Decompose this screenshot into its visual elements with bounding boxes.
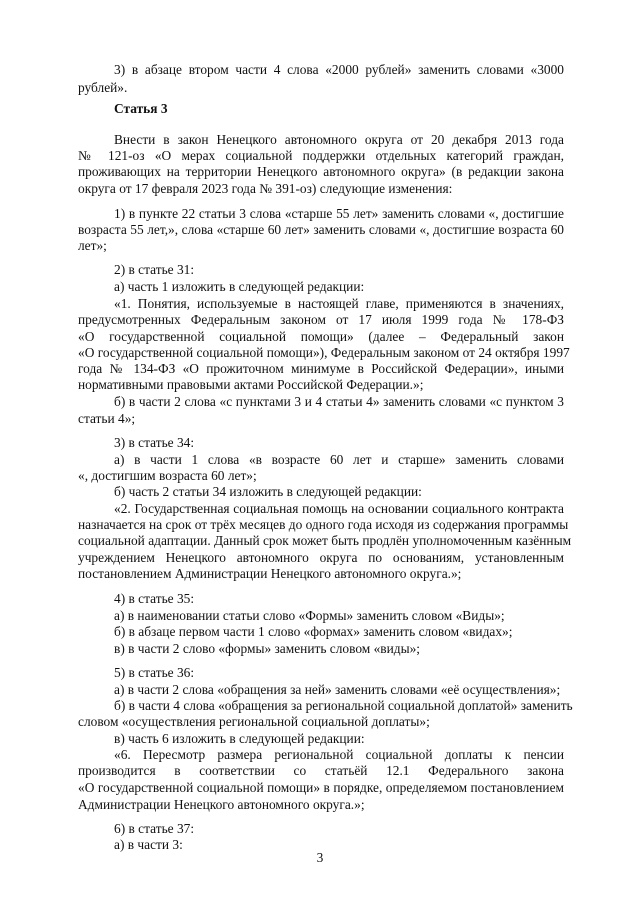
text-line: производится в соответствии со статьёй 12.1 Федерального закона [78,763,564,778]
text-line: б) в части 4 слова «обращения за региональной социальной доплатой» заменить [114,698,573,713]
text-line: Администрации Ненецкого автономного округа.»; [78,797,365,812]
text-line: 5) в статье 36: [114,665,195,680]
text-line: б) часть 2 статьи 34 изложить в следующей редакции: [114,484,422,499]
text-line: «6. Пересмотр размера региональной социальной доплаты к пенсии [114,747,564,762]
text-line: социальной адаптации. Данный срок может быть продлён уполномоченным казённым [78,533,572,548]
text-line: «1. Понятия, используемые в настоящей главе, применяются в значениях, [114,296,564,311]
text-line: в) в части 2 слово «формы» заменить словом «виды»; [114,641,421,656]
text-line: 3) в абзаце втором части 4 слова «2000 рублей» заменить словами «3000 [114,62,564,77]
text-line: рублей». [78,80,128,95]
text-line: б) в абзаце первом части 1 слово «формах» заменить словом «видах»; [114,624,513,639]
text-line: 6) в статье 37: [114,821,195,836]
text-line: «О государственной социальной помощи»), Федеральным законом от 24 октября 1997 [78,345,570,360]
text-line: предусмотренных Федеральным законом от 17 июля 1999 года № 178-ФЗ [78,312,564,327]
text-line: № 121-оз «О мерах социальной поддержки отдельных категорий граждан, [78,148,564,163]
text-line: словом «осуществления региональной социальной доплаты»; [78,714,430,729]
text-line: «О государственной социальной помощи» (далее – Федеральный закон [78,329,564,344]
text-line: в) часть 6 изложить в следующей редакции: [114,731,365,746]
page-number: 3 [316,850,324,865]
text-line: 1) в пункте 22 статьи 3 слова «старше 55 лет» заменить словами «, достигшие [114,206,564,221]
text-line: назначается на срок от трёх месяцев до одного года исходя из содержания программы [78,517,569,532]
text-line: проживающих на территории Ненецкого автономного округа» (в редакции закона [78,164,564,179]
text-line: а) в наименовании статьи слово «Формы» заменить словом «Виды»; [114,608,505,623]
article-heading: Статья 3 [114,101,168,116]
text-line: 3) в статье 34: [114,435,195,450]
text-line: Внести в закон Ненецкого автономного округа от 20 декабря 2013 года [114,132,564,147]
text-line: постановлением Администрации Ненецкого автономного округа.»; [78,566,462,581]
text-line: округа от 17 февраля 2023 года № 391-оз) следующие изменения: [78,181,453,196]
text-line: лет»; [78,238,107,253]
text-line: «2. Государственная социальная помощь на основании социального контракта [114,501,564,516]
text-line: возраста 55 лет,», слова «старше 60 лет» заменить словами «, достигшие возраста 60 [78,222,564,237]
text-line: а) часть 1 изложить в следующей редакции: [114,279,365,294]
text-line: а) в части 3: [114,837,183,852]
text-line: нормативными правовыми актами Российской Федерации.»; [78,377,424,392]
text-line: 4) в статье 35: [114,591,195,606]
text-line: учреждением Ненецкого автономного округа по основаниям, установленным [78,550,564,565]
text-line: 2) в статье 31: [114,262,195,277]
text-line: «О государственной социальной помощи» в порядке, определяемом постановлением [78,780,564,795]
text-line: «, достигшим возраста 60 лет»; [78,468,257,483]
text-line: б) в части 2 слова «с пунктами 3 и 4 статьи 4» заменить словами «с пунктом 3 [114,394,564,409]
text-line: а) в части 1 слова «в возрасте 60 лет и старше» заменить словами [114,452,564,467]
text-line: статьи 4»; [78,411,136,426]
text-line: года № 134-ФЗ «О прожиточном минимуме в Российской Федерации», иными [78,361,564,376]
text-line: а) в части 2 слова «обращения за ней» заменить словами «её осуществления»; [114,682,561,697]
